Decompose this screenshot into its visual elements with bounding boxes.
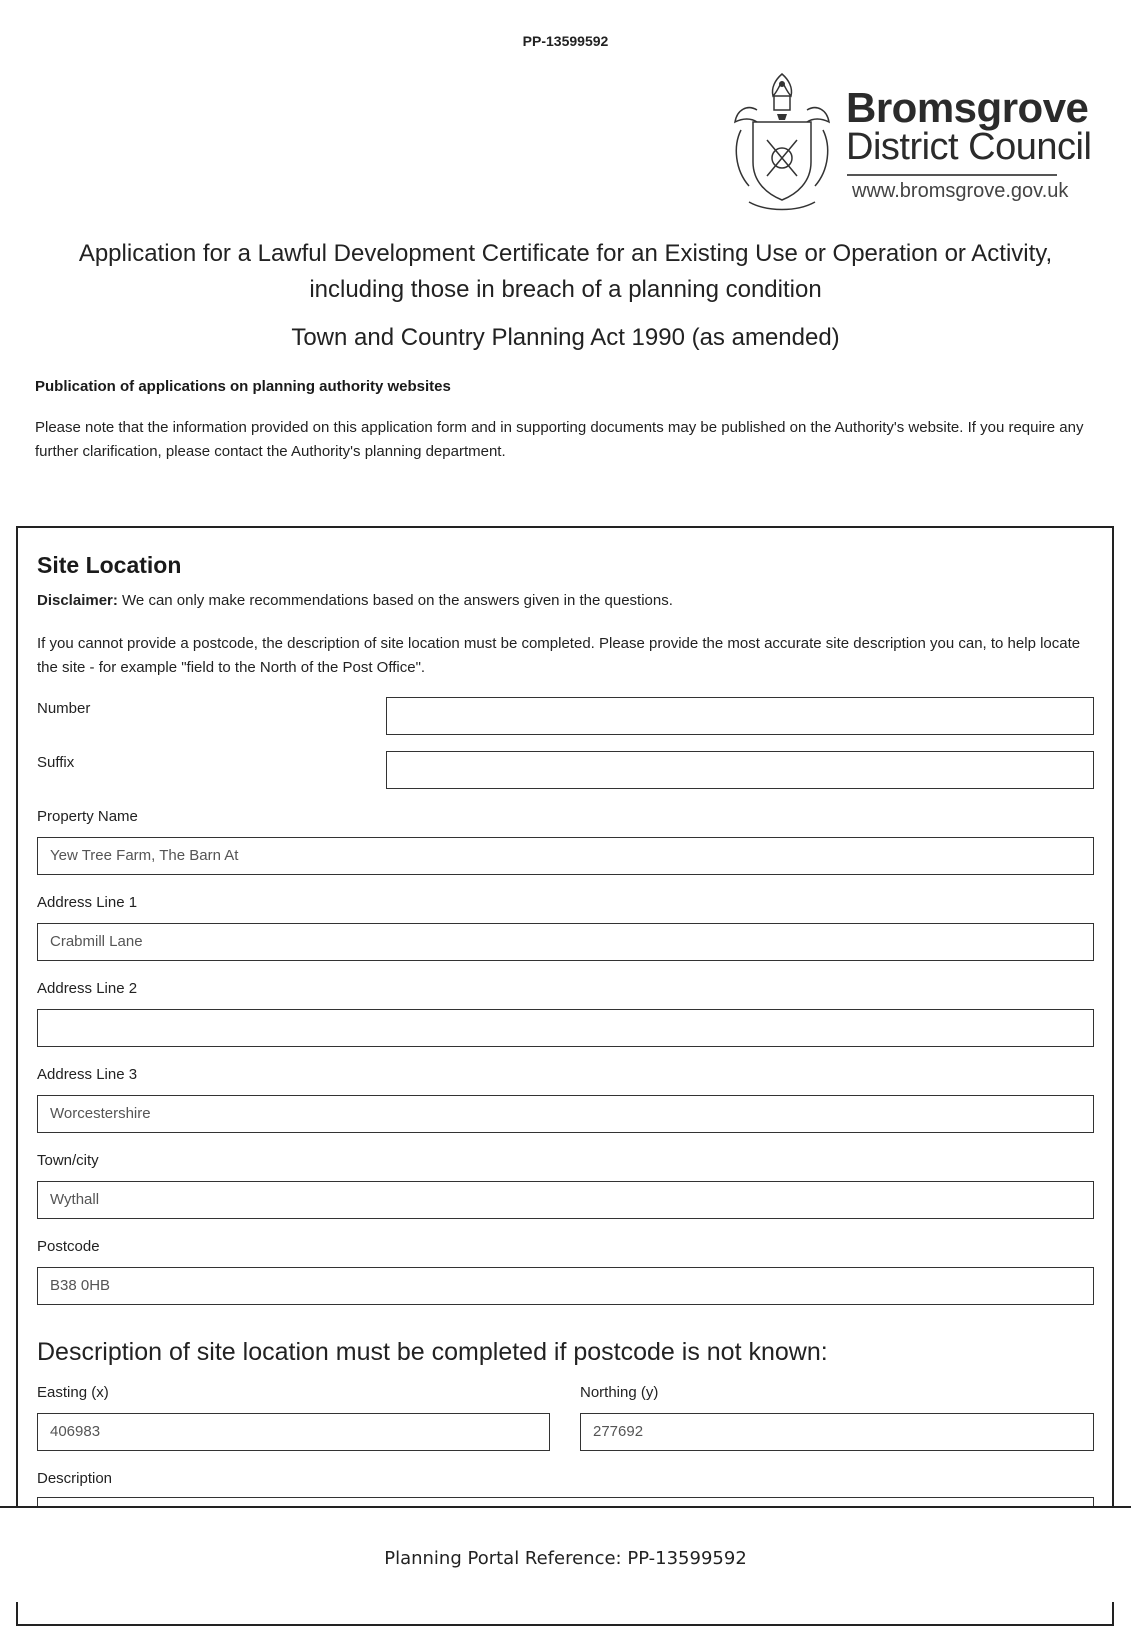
- site-location-section: [16, 526, 1114, 1626]
- address-line-1-label: Address Line 1: [37, 894, 138, 911]
- northing-label: Northing (y): [580, 1384, 659, 1401]
- easting-field[interactable]: 406983: [37, 1413, 550, 1451]
- council-crest-icon: [727, 70, 837, 218]
- postcode-label: Postcode: [37, 1238, 100, 1255]
- form-title-line1: Application for a Lawful Development Certificate for an Existing Use or Operation or Activity,: [78, 240, 1053, 267]
- disclaimer: [37, 592, 673, 609]
- address-line-1-field[interactable]: Crabmill Lane: [37, 923, 1094, 961]
- form-subtitle: Town and Country Planning Act 1990 (as amended): [291, 324, 840, 351]
- form-title: [40, 236, 1091, 308]
- form-title-line2: including those in breach of a planning condition: [309, 276, 822, 303]
- site-instructions: If you cannot provide a postcode, the description of site location must be completed. Please provide the most accurate site description you can, to help locate the site - for example "field to the North of the Post Office".: [37, 635, 1081, 676]
- easting-label: Easting (x): [37, 1384, 109, 1401]
- property-name-field[interactable]: Yew Tree Farm, The Barn At: [37, 837, 1094, 875]
- address-line-3-label: Address Line 3: [37, 1066, 138, 1083]
- council-name-line2: District Council: [846, 126, 1092, 168]
- suffix-field[interactable]: [386, 751, 1094, 789]
- council-website: www.bromsgrove.gov.uk: [852, 180, 1069, 202]
- disclaimer-label: Disclaimer:: [37, 592, 118, 609]
- council-logo: [727, 70, 1092, 220]
- northing-field[interactable]: 277692: [580, 1413, 1094, 1451]
- town-city-field[interactable]: Wythall: [37, 1181, 1094, 1219]
- section-title: Site Location: [37, 552, 182, 578]
- address-line-2-field[interactable]: [37, 1009, 1094, 1047]
- property-name-label: Property Name: [37, 808, 138, 825]
- publication-text: Please note that the information provided on this application form and in supporting documents may be published on the Authority's website. If you require any further clarification, please contact the Authority's planning department.: [35, 419, 1084, 460]
- address-line-2-label: Address Line 2: [37, 980, 138, 997]
- address-line-3-field[interactable]: Worcestershire: [37, 1095, 1094, 1133]
- council-name-line1: Bromsgrove: [846, 84, 1089, 131]
- suffix-label: Suffix: [37, 754, 75, 771]
- footer-reference: Planning Portal Reference: PP-13599592: [384, 1548, 747, 1569]
- description-label: Description: [37, 1470, 113, 1487]
- number-field[interactable]: [386, 697, 1094, 735]
- publication-heading: Publication of applications on planning authority websites: [35, 378, 451, 395]
- description-heading: Description of site location must be completed if postcode is not known:: [37, 1338, 828, 1366]
- disclaimer-text: We can only make recommendations based on the answers given in the questions.: [117, 592, 673, 609]
- postcode-field[interactable]: B38 0HB: [37, 1267, 1094, 1305]
- number-label: Number: [37, 700, 91, 717]
- logo-divider: [847, 174, 1057, 176]
- town-city-label: Town/city: [37, 1152, 99, 1169]
- reference-number: PP-13599592: [522, 33, 609, 49]
